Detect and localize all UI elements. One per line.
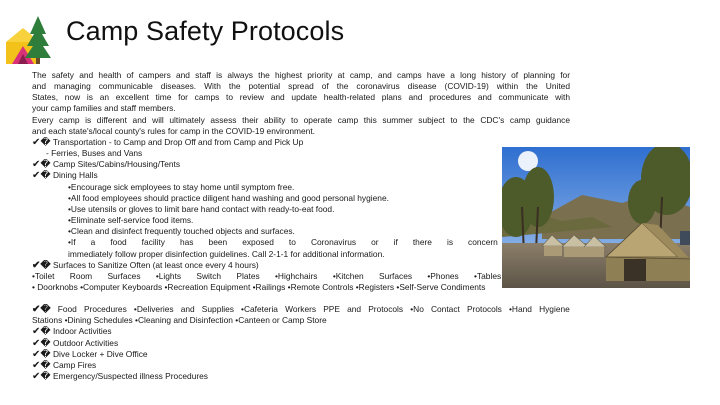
checklist-item-outdoor: ✔� Outdoor Activities (32, 337, 119, 349)
checkmark-icon: ✔� (32, 170, 51, 182)
camp-tents-photo (502, 147, 690, 288)
intro-line: The safety and health of campers and staff is always the highest priority at camp, and camps have a long history of planning for (32, 70, 570, 80)
document-body (32, 70, 570, 382)
checklist-item-cabins: ✔� Camp Sites/Cabins/Housing/Tents (32, 159, 181, 171)
food-procedures-cont: Stations •Dining Schedules •Cleaning and Disinfection •Canteen or Camp Store (32, 315, 327, 326)
intro-line: States, now is an excellent time for camps to review and update health-related plans and procedures and communicate with (32, 92, 570, 103)
surfaces-list: • Doorknobs •Computer Keyboards •Recreation Equipment •Railings •Remote Controls •Registers •Self-Serve Condiments (32, 281, 486, 292)
checkmark-icon: ✔� (32, 326, 51, 338)
checkmark-icon: ✔� (32, 304, 51, 316)
intro-line: Every camp is different and will ultimately assess their ability to operate camp this summer subject to the CDC's camp guidance (32, 114, 570, 125)
checkmark-icon: ✔� (32, 337, 51, 349)
surfaces-list: •Toilet Room Surfaces •Lights Switch Plates •Highchairs •Kitchen Surfaces •Phones •Tables (32, 270, 502, 281)
checklist-item-food: ✔� Food Procedures •Deliveries and Supplies •Cafeteria Workers PPE and Protocols •No Contact Protocols •Hand Hygiene (32, 304, 570, 316)
camp-logo-icon (6, 14, 56, 66)
intro-line: and each state's/local county's rules for camp in the COVID-19 environment. (32, 125, 315, 136)
dining-bullet: •Clean and disinfect frequently touched objects and surfaces. (68, 226, 295, 237)
checklist-item-fires: ✔� Camp Fires (32, 359, 97, 371)
checkmark-icon: ✔� (32, 136, 51, 148)
checkmark-icon: ✔� (32, 159, 51, 171)
dining-bullet: •Use utensils or gloves to limit bare hand contact with ready-to-eat food. (68, 203, 335, 214)
checklist-item-emergency: ✔� Emergency/Suspected illness Procedures (32, 371, 208, 383)
checklist-item-indoor: ✔� Indoor Activities (32, 326, 112, 338)
dining-bullet: •Eliminate self-service food items. (68, 215, 194, 226)
page-title: Camp Safety Protocols (66, 16, 345, 46)
dining-bullet-exposed: •If a food facility has been exposed to Coronavirus or if there is concern (68, 237, 498, 248)
checkmark-icon: ✔� (32, 259, 51, 271)
checklist-item-surfaces: ✔� Surfaces to Sanitize Often (at least once every 4 hours) (32, 259, 259, 271)
dining-bullet-exposed-cont: immediately follow proper disinfection guidelines. Call 2-1-1 for additional information. (68, 248, 385, 259)
checkmark-icon: ✔� (32, 371, 51, 383)
dining-bullet: •All food employees should practice diligent hand washing and good personal hygiene. (68, 192, 389, 203)
intro-line: your camp families and staff members. (32, 103, 176, 114)
checkmark-icon: ✔� (32, 348, 51, 360)
checklist-item-transportation: ✔� Transportation - to Camp and Drop Off and from Camp and Pick Up (32, 136, 304, 148)
checkmark-icon: ✔� (32, 359, 51, 371)
checklist-item-dive: ✔� Dive Locker + Dive Office (32, 348, 148, 360)
intro-line: and managing communicable diseases. With the potential spread of the coronavirus disease (COVID-19) within the United (32, 81, 570, 92)
transportation-subitem: - Ferries, Buses and Vans (46, 148, 143, 159)
dining-bullet: •Encourage sick employees to stay home until symptom free. (68, 181, 295, 192)
checklist-item-dining: ✔� Dining Halls (32, 170, 98, 182)
